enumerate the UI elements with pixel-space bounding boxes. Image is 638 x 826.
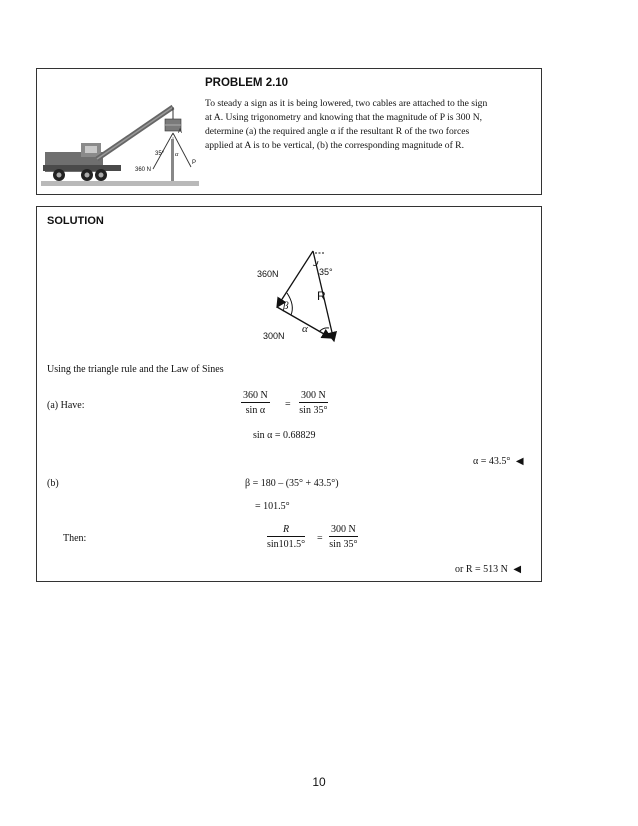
eq-b1: β = 180 – (35° + 43.5°) [245,478,339,489]
result-a [473,456,524,467]
figure-label-alpha: α [175,151,179,158]
diagram-label-alpha: α [302,323,308,335]
diagram-label-r: R [317,289,326,303]
figure-label-a: A [178,129,183,135]
problem-statement [205,97,533,153]
solution-box [36,206,542,582]
eq-a1-right-fraction [299,390,328,416]
problem-line: at A. Using trigonometry and knowing that the magnitude of P is 300 N, [205,112,483,123]
figure-label-p: P [192,160,197,166]
figure-label-35: 35° [155,151,165,157]
part-a-label: (a) Have: [47,400,85,411]
problem-box [36,68,542,195]
result-b [455,564,521,575]
eq-a1-left-fraction [241,390,270,416]
problem-line: To steady a sign as it is being lowered, two cables are attached to the sign [205,98,488,109]
end-triangle-icon: ◀ [513,564,522,575]
solution-intro: Using the triangle rule and the Law of Sines [47,364,224,375]
problem-line: determine (a) the required angle α if the resultant R of the two forces [205,126,470,137]
eq-a1-right-denominator: sin 35° [299,405,328,416]
result-b-text: or R = 513 N [455,564,508,575]
end-triangle-icon: ◀ [515,456,524,467]
eq-b3-right-denominator: sin 35° [329,539,358,550]
page-number: 10 [312,775,326,789]
crane-illustration [41,77,201,189]
eq-a1-left-numerator: 360 N [243,390,268,401]
eq-b3-left-denominator: sin101.5° [267,539,306,550]
eq-b3-right-numerator: 300 N [331,524,356,535]
problem-line: applied at A is to be vertical, (b) the corresponding magnitude of R. [205,140,464,151]
eq-b3-left-numerator: R [267,524,305,537]
eq-a2: sin α = 0.68829 [253,430,316,441]
eq-b2: = 101.5° [255,501,290,512]
solution-title: SOLUTION [47,215,104,227]
diagram-label-35: 35° [319,267,333,277]
eq-b3-right-fraction [329,524,358,550]
eq-b3-equals: = [317,533,323,544]
eq-b3-left-fraction [267,524,305,550]
diagram-label-360n: 360N [257,269,279,279]
eq-a1-right-numerator: 300 N [301,390,326,401]
problem-title: PROBLEM 2.10 [205,77,289,89]
part-b-then: Then: [63,533,87,544]
diagram-label-300n: 300N [263,331,285,341]
eq-a1-equals: = [285,399,291,410]
result-a-text: α = 43.5° [473,456,511,467]
eq-a1-left-denominator: sin α [245,405,266,416]
diagram-label-beta: β [283,300,289,312]
part-b-label: (b) [47,478,59,489]
figure-label-360: 360 N [135,167,152,173]
